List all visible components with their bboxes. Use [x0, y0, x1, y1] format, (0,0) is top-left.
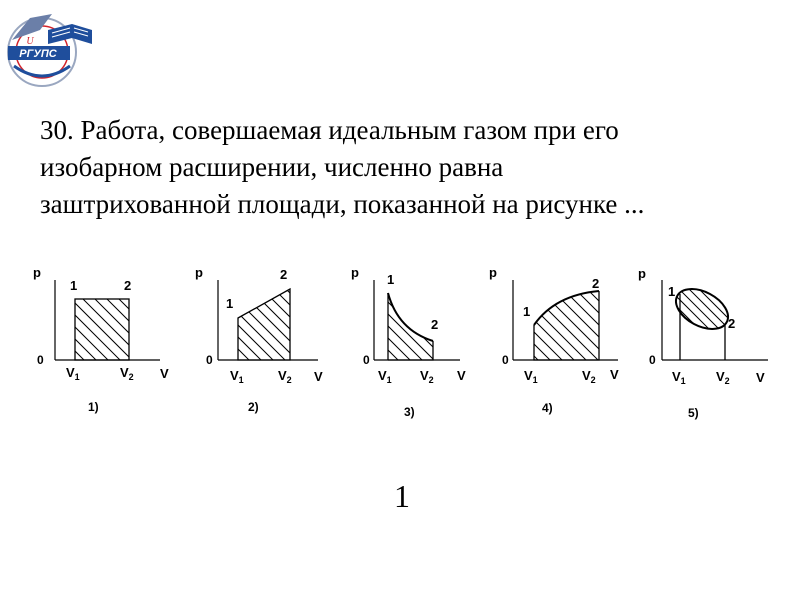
axis-p-label: p: [195, 265, 203, 280]
question-line: заштрихованной площади, показанной на рисунке ...: [40, 189, 645, 219]
diagram-number: 5): [688, 406, 699, 420]
point-1-label: 1: [668, 284, 676, 299]
origin-label: 0: [206, 353, 213, 367]
v2-label: $V_2$: [420, 368, 434, 385]
diagram-number: 2): [248, 400, 259, 414]
diagram-number: 3): [404, 405, 415, 419]
diagram-1: [11, 265, 199, 414]
point-2-label: 2: [728, 316, 736, 331]
book-icon: [48, 24, 92, 44]
point-2-label: 2: [280, 267, 288, 282]
diagram-2: [166, 265, 366, 414]
origin-label: 0: [502, 353, 509, 367]
diagram-3: [328, 265, 504, 419]
axis-v-label: V: [756, 370, 765, 385]
v1-label: $V_1$: [230, 368, 244, 385]
v2-label: $V_2$: [120, 365, 134, 382]
diagram-number: 1): [88, 400, 99, 414]
origin-label: 0: [363, 353, 370, 367]
origin-label: 0: [649, 353, 656, 367]
point-1-label: 1: [226, 296, 234, 311]
logo-letter: U: [26, 36, 34, 47]
axis-v-label: V: [457, 368, 466, 383]
rgups-logo: [0, 0, 100, 95]
axis-p-label: p: [638, 266, 646, 281]
axis-p-label: p: [33, 265, 41, 280]
point-1-label: 1: [70, 278, 78, 293]
point-2-label: 2: [592, 276, 600, 291]
pv-diagrams: [0, 250, 800, 450]
point-1-label: 1: [523, 304, 531, 319]
question-text: [40, 112, 760, 223]
axis-p-label: p: [489, 265, 497, 280]
v1-label: $V_1$: [378, 368, 392, 385]
axis-v-label: V: [610, 367, 619, 382]
question-line: 30. Работа, совершаемая идеальным газом при его: [40, 115, 619, 145]
diagram-number: 4): [542, 401, 553, 415]
diagram-5: [630, 266, 780, 420]
v1-label: $V_1$: [524, 368, 538, 385]
diagram-4: [468, 265, 668, 415]
origin-label: 0: [37, 353, 44, 367]
axis-p-label: p: [351, 265, 359, 280]
logo-text: РГУПС: [19, 48, 57, 60]
axis-v-label: V: [160, 366, 169, 381]
v1-label: $V_1$: [672, 369, 686, 386]
v1-label: $V_1$: [66, 365, 80, 382]
axis-v-label: V: [314, 369, 323, 384]
v2-label: $V_2$: [716, 369, 730, 386]
question-line: изобарном расширении, численно равна: [40, 152, 504, 182]
point-2-label: 2: [431, 317, 439, 332]
v2-label: $V_2$: [278, 368, 292, 385]
v2-label: $V_2$: [582, 368, 596, 385]
page-number: 1: [394, 478, 410, 514]
point-1-label: 1: [387, 272, 395, 287]
point-2-label: 2: [124, 278, 132, 293]
